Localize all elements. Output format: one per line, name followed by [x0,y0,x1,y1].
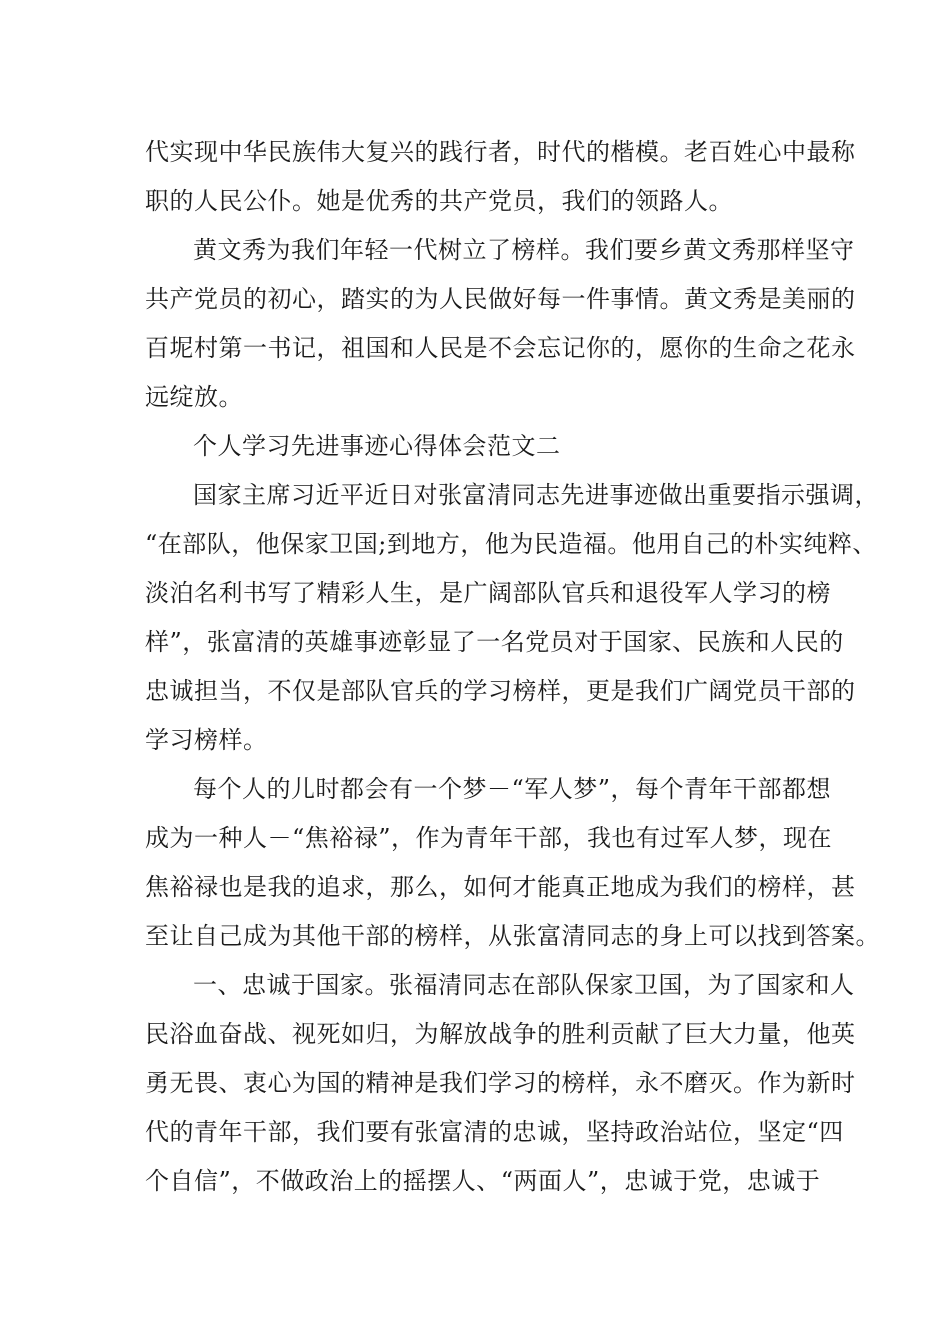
text-line: 百坭村第一书记，祖国和人民是不会忘记你的，愿你的生命之花永 [145,334,856,362]
paragraph-start-line: 黄文秀为我们年轻一代树立了榜样。我们要乡黄文秀那样坚守 [193,236,855,264]
text-line: 民浴血奋战、视死如归，为解放战争的胜利贡献了巨大力量，他英 [145,1020,856,1048]
section-heading: 个人学习先进事迹心得体会范文二 [193,432,561,460]
text-line: 共产党员的初心，踏实的为人民做好每一件事情。黄文秀是美丽的 [145,285,856,313]
paragraph-start-line: 每个人的儿时都会有一个梦－“军人梦”，每个青年干部都想 [193,775,832,803]
text-line: 代实现中华民族伟大复兴的践行者，时代的楷模。老百姓心中最称 [145,138,856,166]
text-line: 样”，张富清的英雄事迹彰显了一名党员对于国家、民族和人民的 [145,628,844,656]
text-line: 成为一种人－“焦裕禄”，作为青年干部，我也有过军人梦，现在 [145,824,833,852]
text-line: 焦裕禄也是我的追求，那么，如何才能真正地成为我们的榜样，甚 [145,873,856,901]
text-line: 勇无畏、衷心为国的精神是我们学习的榜样，永不磨灭。作为新时 [145,1069,856,1097]
document-body [145,128,880,1206]
text-line: 远绽放。 [145,383,243,411]
text-line: 个自信”，不做政治上的摇摆人、“两面人”，忠诚于党，忠诚于 [145,1167,821,1195]
paragraph-start-line: 国家主席习近平近日对张富清同志先进事迹做出重要指示强调， [193,481,879,509]
text-line: 至让自己成为其他干部的榜样，从张富清同志的身上可以找到答案。 [145,922,880,950]
text-line: 代的青年干部，我们要有张富清的忠诚，坚持政治站位，坚定“四 [145,1118,844,1146]
text-line: 忠诚担当，不仅是部队官兵的学习榜样，更是我们广阔党员干部的 [145,677,856,705]
text-line: 学习榜样。 [145,726,268,754]
paragraph-start-line: 一、忠诚于国家。张福清同志在部队保家卫国，为了国家和人 [193,971,855,999]
text-line: 淡泊名利书写了精彩人生，是广阔部队官兵和退役军人学习的榜 [145,579,831,607]
text-line: 职的人民公仆。她是优秀的共产党员，我们的领路人。 [145,187,733,215]
text-line: “在部队，他保家卫国;到地方，他为民造福。他用自己的朴实纯粹、 [145,530,877,558]
